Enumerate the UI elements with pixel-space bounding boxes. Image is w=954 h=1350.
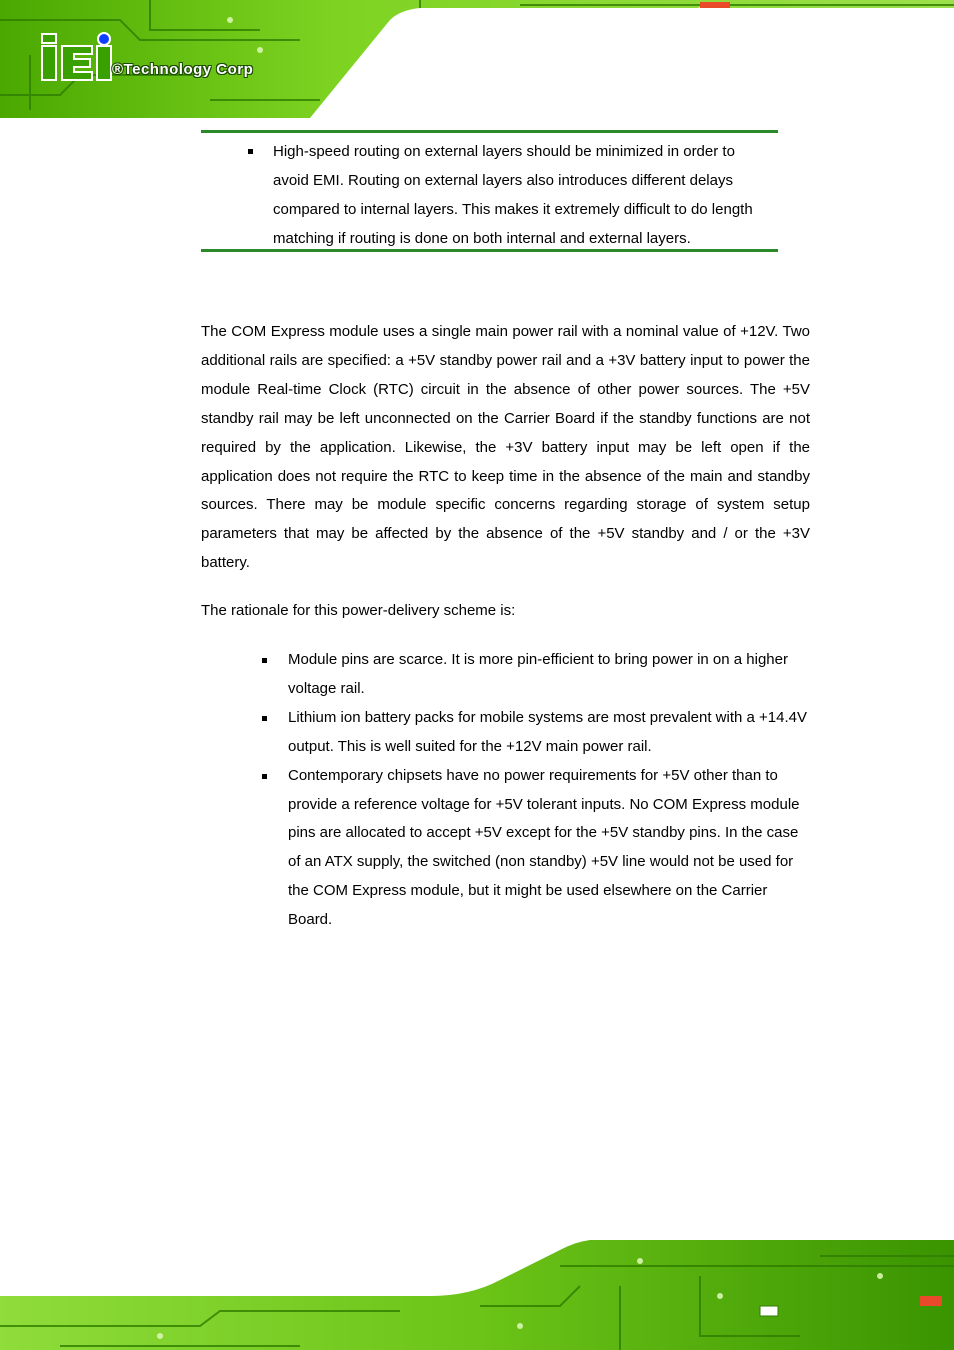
footer-banner xyxy=(0,1236,954,1350)
list-item xyxy=(201,704,810,762)
pcb-header-graphic xyxy=(0,0,954,118)
list-item-text: Module pins are scarce. It is more pin-efficient to bring power in on a higher voltage rail. xyxy=(288,651,788,697)
list-item xyxy=(201,646,810,704)
iei-logo xyxy=(40,32,120,82)
header-banner xyxy=(0,0,954,118)
note-box xyxy=(201,130,778,252)
list-item-text: Lithium ion battery packs for mobile systems are most prevalent with a +14.4V output. This is well suited for the +12V main power rail. xyxy=(288,708,807,755)
list-item-text: Contemporary chipsets have no power requirements for +5V other than to provide a reference voltage for +5V tolerant inputs. No COM Express module pins are allocated to accept +5V except for the +5V standby pins. In the case of an ATX supply, the switched (non standby) +5V line would not be used for the COM Express module, but it might be used elsewhere on the Carrier Board. xyxy=(288,766,800,929)
square-bullet-icon xyxy=(262,716,267,721)
body-paragraph-rationale: The rationale for this power-delivery scheme is: xyxy=(201,602,516,619)
square-bullet-icon xyxy=(248,149,253,154)
list-item xyxy=(201,762,810,935)
square-bullet-icon xyxy=(262,658,267,663)
pcb-footer-graphic xyxy=(0,1236,954,1350)
rationale-list xyxy=(201,646,810,935)
body-paragraph-power-rails: The COM Express module uses a single main power rail with a nominal value of +12V. Two additional rails are specified: a +5V standby power rail and a +3V battery input to power the module Real-time Clock (RTC) circuit in the absence of other power sources. The +5V standby rail may be left unconnected on the Carrier Board if the standby functions are not required by the application. Likewise, the +3V battery input may be left open if the application does not require the RTC to keep time in the absence of the main and standby sources. There may be module specific concerns regarding storage of system setup parameters that may be affected by the absence of the +5V standby and / or the +3V battery. xyxy=(201,323,810,572)
note-item-text: High-speed routing on external layers should be minimized in order to avoid EMI. Routing on external layers also introduces different delays compared to internal layers. This makes it extremely difficult to do length matching if routing is done on both internal and external layers. xyxy=(273,143,753,247)
company-name: ®Technology Corp xyxy=(112,61,254,78)
note-item xyxy=(201,137,773,253)
square-bullet-icon xyxy=(262,774,267,779)
